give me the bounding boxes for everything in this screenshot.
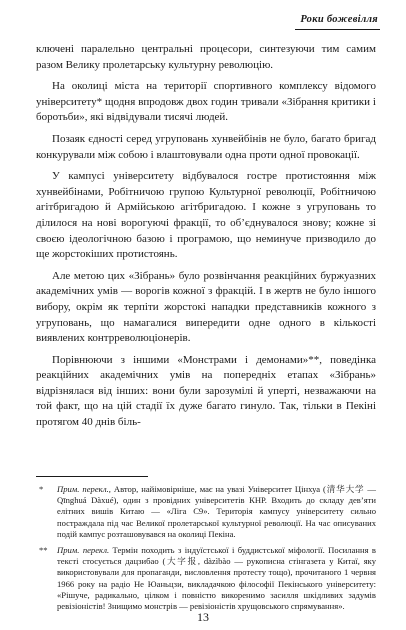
page-number: 13 <box>197 610 209 624</box>
running-header-title: Роки божевілля <box>300 14 378 25</box>
footnote-rule <box>36 476 148 477</box>
footnote-body: Прим. перекл., Автор, найімовірніше, має на увазі Університет Цінхуа (清华大学 — Qīnghuá Dàxué), один з провідних університетів КНР. Входить до складу дев’яти елітних вишів Китаю — «Ліга С9». Територія кампусу університету сильно постраждала під час Великої пролетарської культурної революції. На час описуваних подій кампус розташовувався на околиці Пекіна. <box>57 484 376 539</box>
paragraph: Позаяк єдності серед угруповань хунвейбінів не було, багато бригад конкурували між собою і влаштовували одна проти одної провокації. <box>36 132 376 161</box>
paragraph: На околиці міста на території спортивного комплексу відомого університету* щодня впродовж двох годин тривали «Зібрання критики і боротьби», які відвідували тисячі людей. <box>36 80 376 124</box>
paragraph: ключені паралельно центральні процесори, синтезуючи тим самим разом Велику пролетарську культурну революцію. <box>36 43 376 71</box>
footnote <box>36 545 376 612</box>
paragraph: У кампусі університету відбувалося гостре протистояння між хунвейбінами, Робітничою групою Культурної революції, Робітничою агітбригадою й Армійською агітбригадою. І кожне з угруповань то ділилося на нові ворогуючі фракції, то об’єднувалося знову; кожне зі своєю ідеологічною базою і програмою, що неминуче призводило до ще жорстокіших протистоянь. <box>36 170 376 261</box>
paragraph: Але метою цих «Зібрань» було розвінчання реакційних буржуазних академічних умів — ворогів кожної з фракцій. І в жертв не було іншого вибору, окрім як терпіти жорстокі нападки представників кожного з угруповань, що намагалися випередити одне одного в кількості виявлених контрреволюціонерів. <box>36 269 376 345</box>
main-text <box>36 42 376 431</box>
paragraph: Порівнюючи з іншими «Монстрами і демонами»**, поведінка реакційних академічних умів на попередніх етапах «Зібрань» відрізнялася від інших: вони були зарозумілі й уперті, незважаючи на той факт, що на цій стадії їх дуже багато гинуло. Так, тільки в Пекіні протягом 40 днів біль- <box>36 353 376 429</box>
footnote-mark: ** <box>39 545 48 556</box>
footnote <box>36 484 376 540</box>
footnote-body <box>57 545 376 612</box>
header-rule <box>295 29 380 30</box>
footnote-text: Термін походить з індуїстської і буддистської міфології. Посилання в тексті стосується дацзибао (大字报, dàzìbào — рукописна стінгазета у Китаї, яку використовували для пропаганди, висловлення протесту тощо), прочитаного 1 червня 1966 року на радіо Не Юаньцзи, викладачкою філософії Пекінського університету: «Рішуче, радикально, цілком і повністю викоренимо засилля шкідливих задумів ревізіоністів! Знищимо монстрів — ревізіоністів хрущовського спрямування». <box>57 545 376 612</box>
footnotes <box>36 484 376 617</box>
footnote-lead: Прим. перекл. <box>57 545 110 556</box>
footnote-text: Автор, найімовірніше, має на увазі Університет Цінхуа (清华大学 — Qīnghuá Dàxué), один з провідних університетів КНР. Входить до складу дев’яти елітних вишів Китаю — «Ліга С9». Територія кампусу університету сильно постраждала під час Великої пролетарської культурної революції. На час описуваних подій кампус розташовувався на околиці Пекіна. <box>57 484 376 539</box>
footnote-lead: Прим. перекл. <box>57 484 109 494</box>
footnote-mark: * <box>39 484 44 494</box>
running-header <box>300 14 378 25</box>
